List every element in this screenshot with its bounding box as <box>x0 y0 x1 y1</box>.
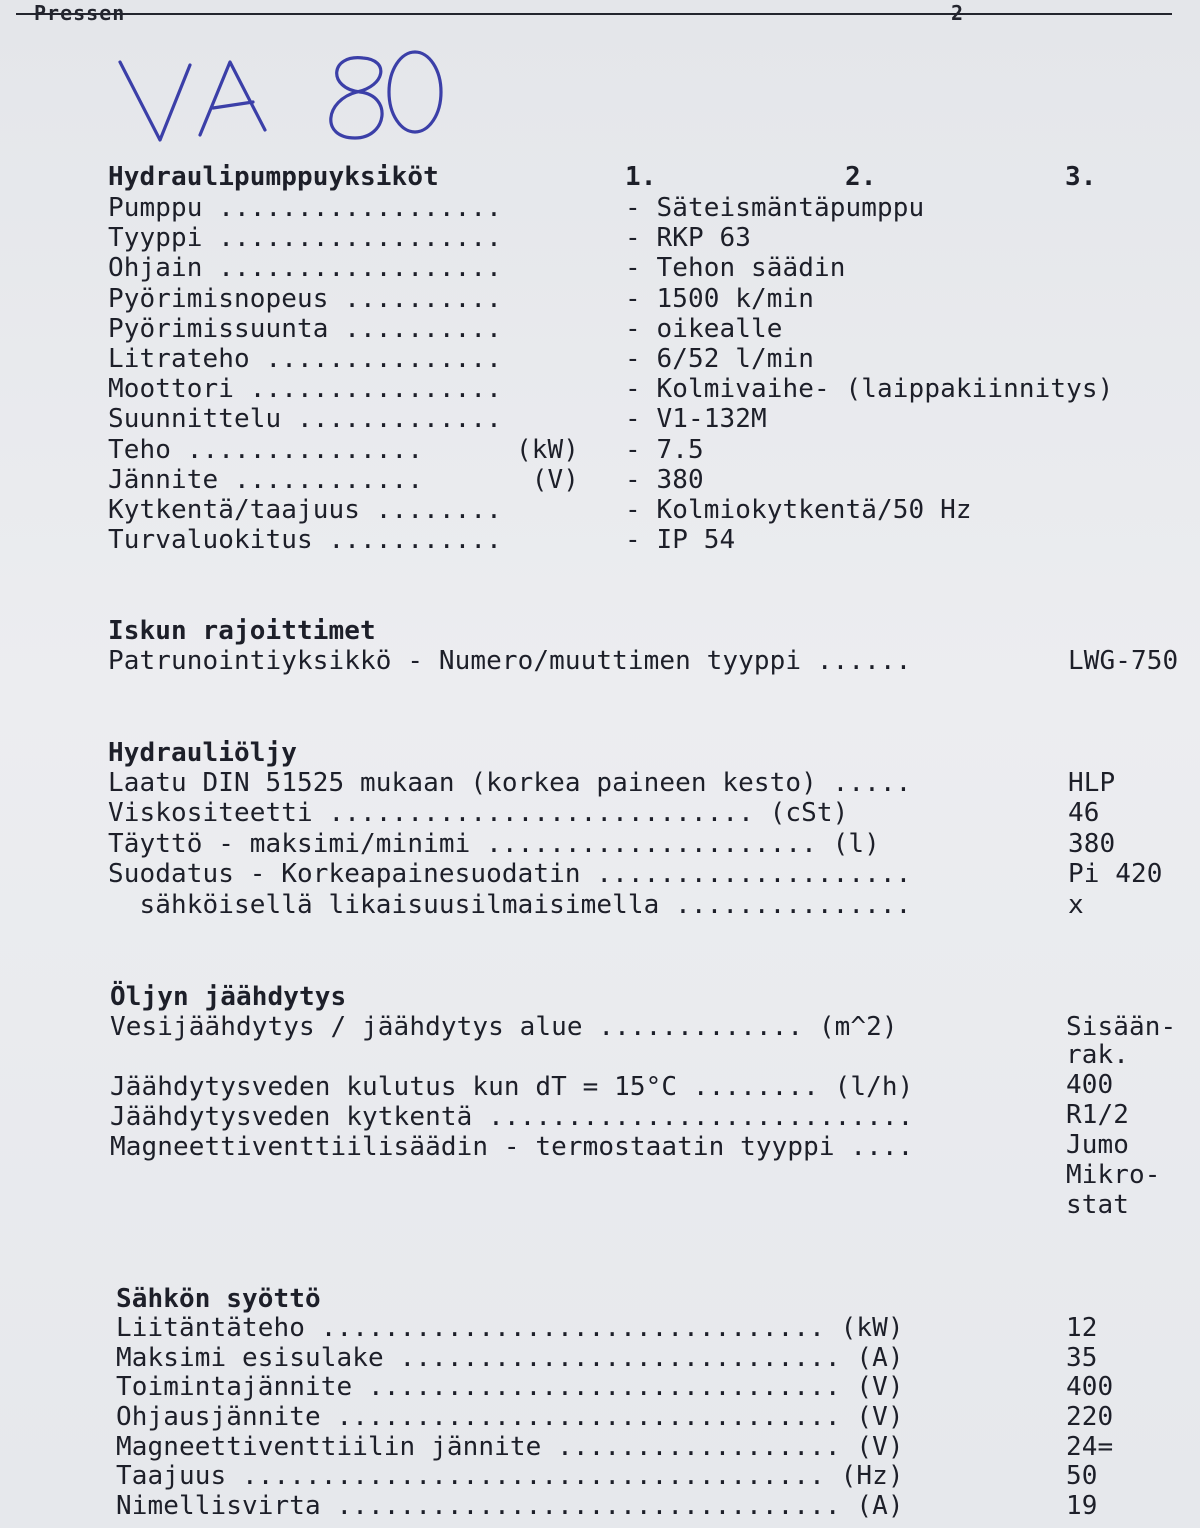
oil-row-label: Täyttö - maksimi/minimi ..................... (l) <box>108 829 880 859</box>
pump-row-unit: (V) <box>516 465 580 495</box>
power-row-label: Taajuus ..................................... (Hz) <box>116 1461 904 1491</box>
power-row-label: Nimellisvirta ................................ (A) <box>116 1491 904 1521</box>
pump-row-label: Litrateho ............... <box>108 344 502 374</box>
pump-row-label: Pumppu .................. <box>108 193 502 223</box>
oil-row-value: x <box>1068 890 1084 920</box>
oil-section-heading: Hydrauliöljy <box>108 738 298 768</box>
pump-row-value: - V1-132M <box>625 404 767 434</box>
pump-row-label: Kytkentä/taajuus ........ <box>108 495 502 525</box>
pump-row-value: - RKP 63 <box>625 223 752 253</box>
power-row-label: Magneettiventtiilin jännite .................. (V) <box>116 1432 904 1462</box>
pump-row-unit: (kW) <box>516 435 580 465</box>
cooling-row-value-cont: Mikro- <box>1066 1160 1161 1190</box>
cooling-row-value-cont: stat <box>1066 1190 1130 1220</box>
cooling-row-value: R1/2 <box>1066 1100 1130 1130</box>
power-row-value: 220 <box>1066 1402 1114 1432</box>
pump-row-value: - IP 54 <box>625 525 736 555</box>
oil-row-label: Suodatus - Korkeapainesuodatin .................... <box>108 859 912 889</box>
pump-row-value: - 1500 k/min <box>625 284 815 314</box>
cooling-row-value: 400 <box>1066 1070 1114 1100</box>
pump-row-value: - oikealle <box>625 314 783 344</box>
cooling-row-label: Jäähdytysveden kytkentä ........................... <box>110 1102 914 1132</box>
cooling-row-label: Jäähdytysveden kulutus kun dT = 15°C ........ (l/h) <box>110 1072 914 1102</box>
pump-row-label: Tyyppi .................. <box>108 223 502 253</box>
pump-row-label: Turvaluokitus ........... <box>108 525 502 555</box>
pump-row-value: - 6/52 l/min <box>625 344 815 374</box>
pump-column-3: 3. <box>1065 162 1097 192</box>
cooling-row-value: Jumo <box>1066 1130 1130 1160</box>
handwritten-va80 <box>115 40 455 150</box>
cooling-row-value-cont: rak. <box>1066 1040 1130 1070</box>
power-row-label: Liitäntäteho ................................ (kW) <box>116 1313 904 1343</box>
pump-row-label: Jännite ............ <box>108 465 424 495</box>
cooling-row-label: Magneettiventtiilisäädin - termostaatin tyyppi .... <box>110 1132 914 1162</box>
pump-column-1: 1. <box>625 162 657 192</box>
power-row-value: 12 <box>1066 1313 1098 1343</box>
power-row-value: 24= <box>1066 1432 1114 1462</box>
pump-row-value: - Säteismäntäpumppu <box>625 193 925 223</box>
oil-row-value: 46 <box>1068 798 1100 828</box>
pump-row-value: - Kolmivaihe- (laippakiinnitys) <box>625 374 1114 404</box>
pump-section-heading: Hydraulipumppuyksiköt <box>108 162 439 192</box>
cooling-row-value: Sisään- <box>1066 1012 1177 1042</box>
power-section-heading: Sähkön syöttö <box>116 1284 321 1314</box>
pump-row-value: - 7.5 <box>625 435 704 465</box>
pump-row-label: Teho ............... <box>108 435 424 465</box>
power-row-value: 50 <box>1066 1461 1098 1491</box>
power-row-label: Maksimi esisulake ............................ (A) <box>116 1343 904 1373</box>
pump-row-value: - Kolmiokytkentä/50 Hz <box>625 495 972 525</box>
oil-row-label: Laatu DIN 51525 mukaan (korkea paineen kesto) ..... <box>108 768 912 798</box>
oil-row-value: Pi 420 <box>1068 859 1163 889</box>
pump-row-label: Ohjain .................. <box>108 253 502 283</box>
pump-column-2: 2. <box>845 162 877 192</box>
stroke-row-label: Patrunointiyksikkö - Numero/muuttimen tyyppi ...... <box>108 646 912 676</box>
cooling-row-label: Vesijäähdytys / jäähdytys alue ............. (m^2) <box>110 1012 898 1042</box>
stroke-row-value: LWG-750 <box>1068 646 1179 676</box>
pump-row-label: Moottori ................ <box>108 374 502 404</box>
cooling-section-heading: Öljyn jäähdytys <box>110 982 347 1012</box>
pump-row-label: Suunnittelu ............. <box>108 404 502 434</box>
power-row-label: Ohjausjännite ................................ (V) <box>116 1402 904 1432</box>
header-rule <box>16 1 1172 25</box>
oil-row-label: sähköisellä likaisuusilmaisimella ............... <box>108 890 912 920</box>
pump-row-label: Pyörimissuunta .......... <box>108 314 502 344</box>
oil-row-value: HLP <box>1068 768 1116 798</box>
power-row-label: Toimintajännite .............................. (V) <box>116 1372 904 1402</box>
power-row-value: 400 <box>1066 1372 1114 1402</box>
pump-row-value: - 380 <box>625 465 704 495</box>
pump-row-value: - Tehon säädin <box>625 253 846 283</box>
pump-row-label: Pyörimisnopeus .......... <box>108 284 502 314</box>
oil-row-value: 380 <box>1068 829 1116 859</box>
oil-row-label: Viskositeetti ........................... (cSt) <box>108 798 849 828</box>
power-row-value: 35 <box>1066 1343 1098 1373</box>
header-left-text: Pressen <box>34 1 126 25</box>
stroke-section-heading: Iskun rajoittimet <box>108 616 376 646</box>
power-row-value: 19 <box>1066 1491 1098 1521</box>
header-page-number: 2 <box>951 1 964 25</box>
